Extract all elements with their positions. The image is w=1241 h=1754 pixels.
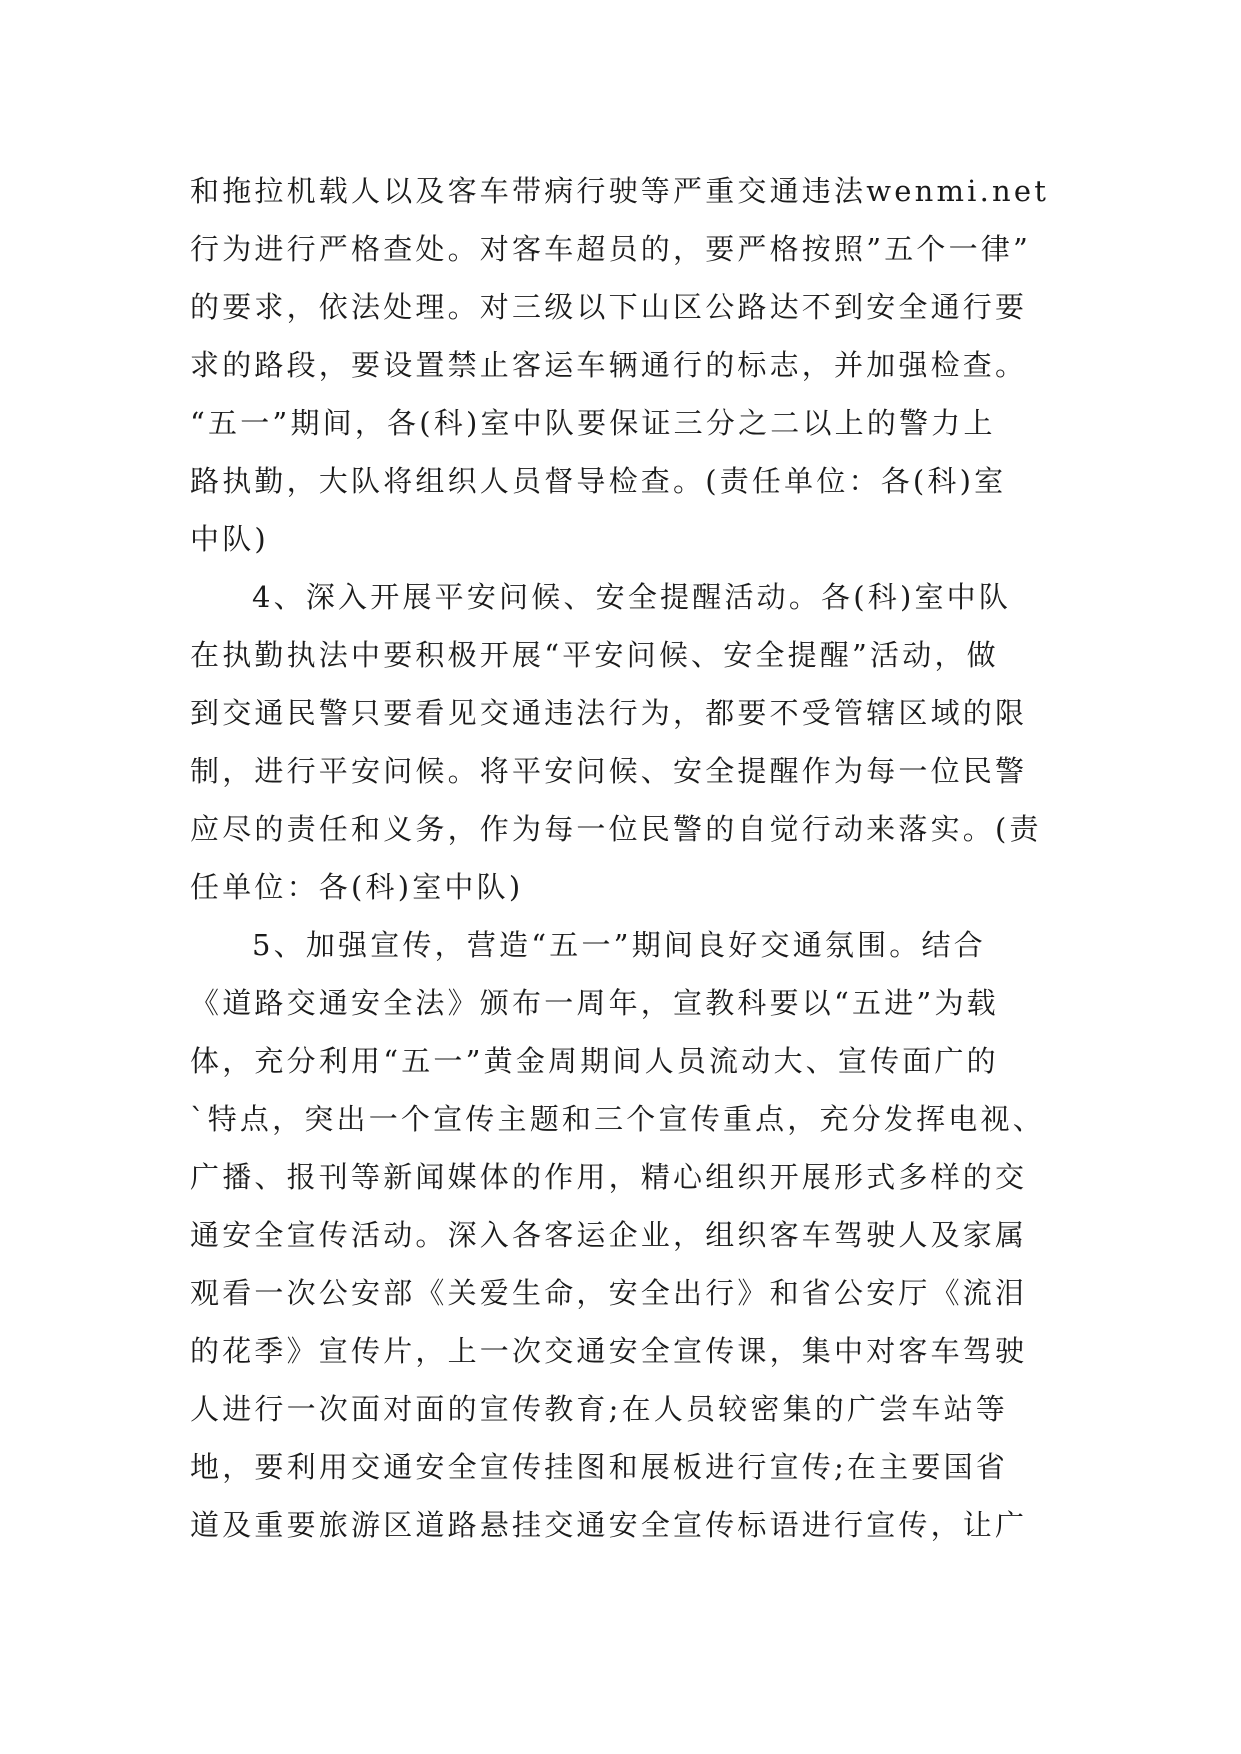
text-line: 制，进行平安问候。将平安问候、安全提醒作为每一位民警	[190, 754, 1028, 788]
text-line: 和拖拉机载人以及客车带病行驶等严重交通违法wenmi.net	[190, 174, 1050, 208]
text-line: 道及重要旅游区道路悬挂交通安全宣传标语进行宣传，让广	[190, 1508, 1028, 1542]
text-line: 人进行一次面对面的宣传教育;在人员较密集的广尝车站等	[190, 1392, 1008, 1426]
text-line: 到交通民警只要看见交通违法行为，都要不受管辖区域的限	[190, 696, 1028, 730]
text-line: 求的路段，要设置禁止客运车辆通行的标志，并加强检查。	[190, 348, 1028, 382]
paragraph-start-line: 4、深入开展平安问候、安全提醒活动。各(科)室中队	[252, 580, 1012, 614]
text-line: 中队)	[190, 522, 269, 556]
text-line: 在执勤执法中要积极开展“平安问候、安全提醒”活动，做	[190, 638, 999, 672]
text-line: `特点，突出一个宣传主题和三个宣传重点，充分发挥电视、	[190, 1102, 1045, 1136]
text-line: 《道路交通安全法》颁布一周年，宣教科要以“五进”为载	[190, 986, 999, 1020]
text-line: 任单位：各(科)室中队)	[190, 870, 524, 904]
text-line: 路执勤，大队将组织人员督导检查。(责任单位：各(科)室	[190, 464, 1007, 498]
text-line: 体，充分利用“五一”黄金周期间人员流动大、宣传面广的	[190, 1044, 999, 1078]
text-line: “五一”期间，各(科)室中队要保证三分之二以上的警力上	[190, 406, 996, 440]
text-line: 广播、报刊等新闻媒体的作用，精心组织开展形式多样的交	[190, 1160, 1028, 1194]
text-line: 的要求，依法处理。对三级以下山区公路达不到安全通行要	[190, 290, 1028, 324]
text-line: 地，要利用交通安全宣传挂图和展板进行宣传;在主要国省	[190, 1450, 1008, 1484]
text-line: 通安全宣传活动。深入各客运企业，组织客车驾驶人及家属	[190, 1218, 1028, 1252]
paragraph-start-line: 5、加强宣传，营造“五一”期间良好交通氛围。结合	[252, 928, 986, 962]
text-line: 行为进行严格查处。对客车超员的，要严格按照”五个一律”	[190, 232, 1032, 266]
text-line: 观看一次公安部《关爱生命，安全出行》和省公安厅《流泪	[190, 1276, 1028, 1310]
text-line: 应尽的责任和义务，作为每一位民警的自觉行动来落实。(责	[190, 812, 1042, 846]
text-line: 的花季》宣传片，上一次交通安全宣传课，集中对客车驾驶	[190, 1334, 1028, 1368]
